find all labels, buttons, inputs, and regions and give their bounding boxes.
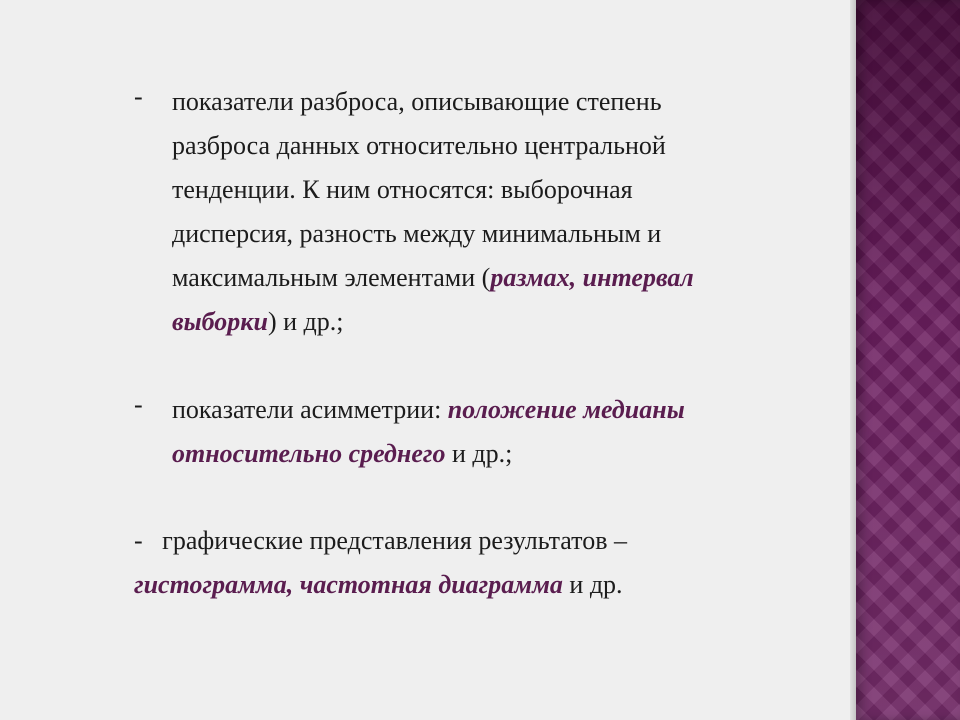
list-item-3-line-2 <box>134 563 627 607</box>
list-item-2 <box>172 388 685 476</box>
list-item-2-line-1-text: показатели асимметрии: <box>172 395 448 424</box>
list-item-3-line-2-text: и др. <box>562 570 623 599</box>
list-item-3-line-1: - графические представления результатов – <box>134 526 627 555</box>
list-item-1-line-2: разброса данных относительно центральной <box>172 131 666 160</box>
list-item-3 <box>134 519 627 607</box>
term-relative-to-mean: относительно среднего <box>172 439 446 468</box>
term-median-position: положение медианы <box>447 395 685 424</box>
list-item-2-line-2 <box>172 432 685 476</box>
list-item-1-line-4: дисперсия, разность между минимальным и <box>172 219 662 248</box>
list-item-1-line-1: показатели разброса, описывающие степень <box>172 87 662 116</box>
bullet-dash-2: - <box>134 390 143 419</box>
list-item-1-line-5 <box>172 256 694 300</box>
list-item-2-line-2-text: и др.; <box>445 439 513 468</box>
list-item-2-line-1 <box>172 388 685 432</box>
list-item-1 <box>172 80 694 344</box>
term-sample: выборки <box>172 307 268 336</box>
list-item-1-line-3: тенденции. К ним относятся: выборочная <box>172 175 633 204</box>
term-range: размах, интервал <box>490 263 694 292</box>
list-item-1-line-6 <box>172 300 694 344</box>
list-item-1-line-6-text: ) и др.; <box>267 307 344 336</box>
decorative-side-band <box>856 0 960 720</box>
term-histogram-diagram: гистограмма, частотная диаграмма <box>134 570 563 599</box>
list-item-1-line-5-text: максимальным элементами ( <box>172 263 491 292</box>
bullet-dash-1: - <box>134 82 143 111</box>
